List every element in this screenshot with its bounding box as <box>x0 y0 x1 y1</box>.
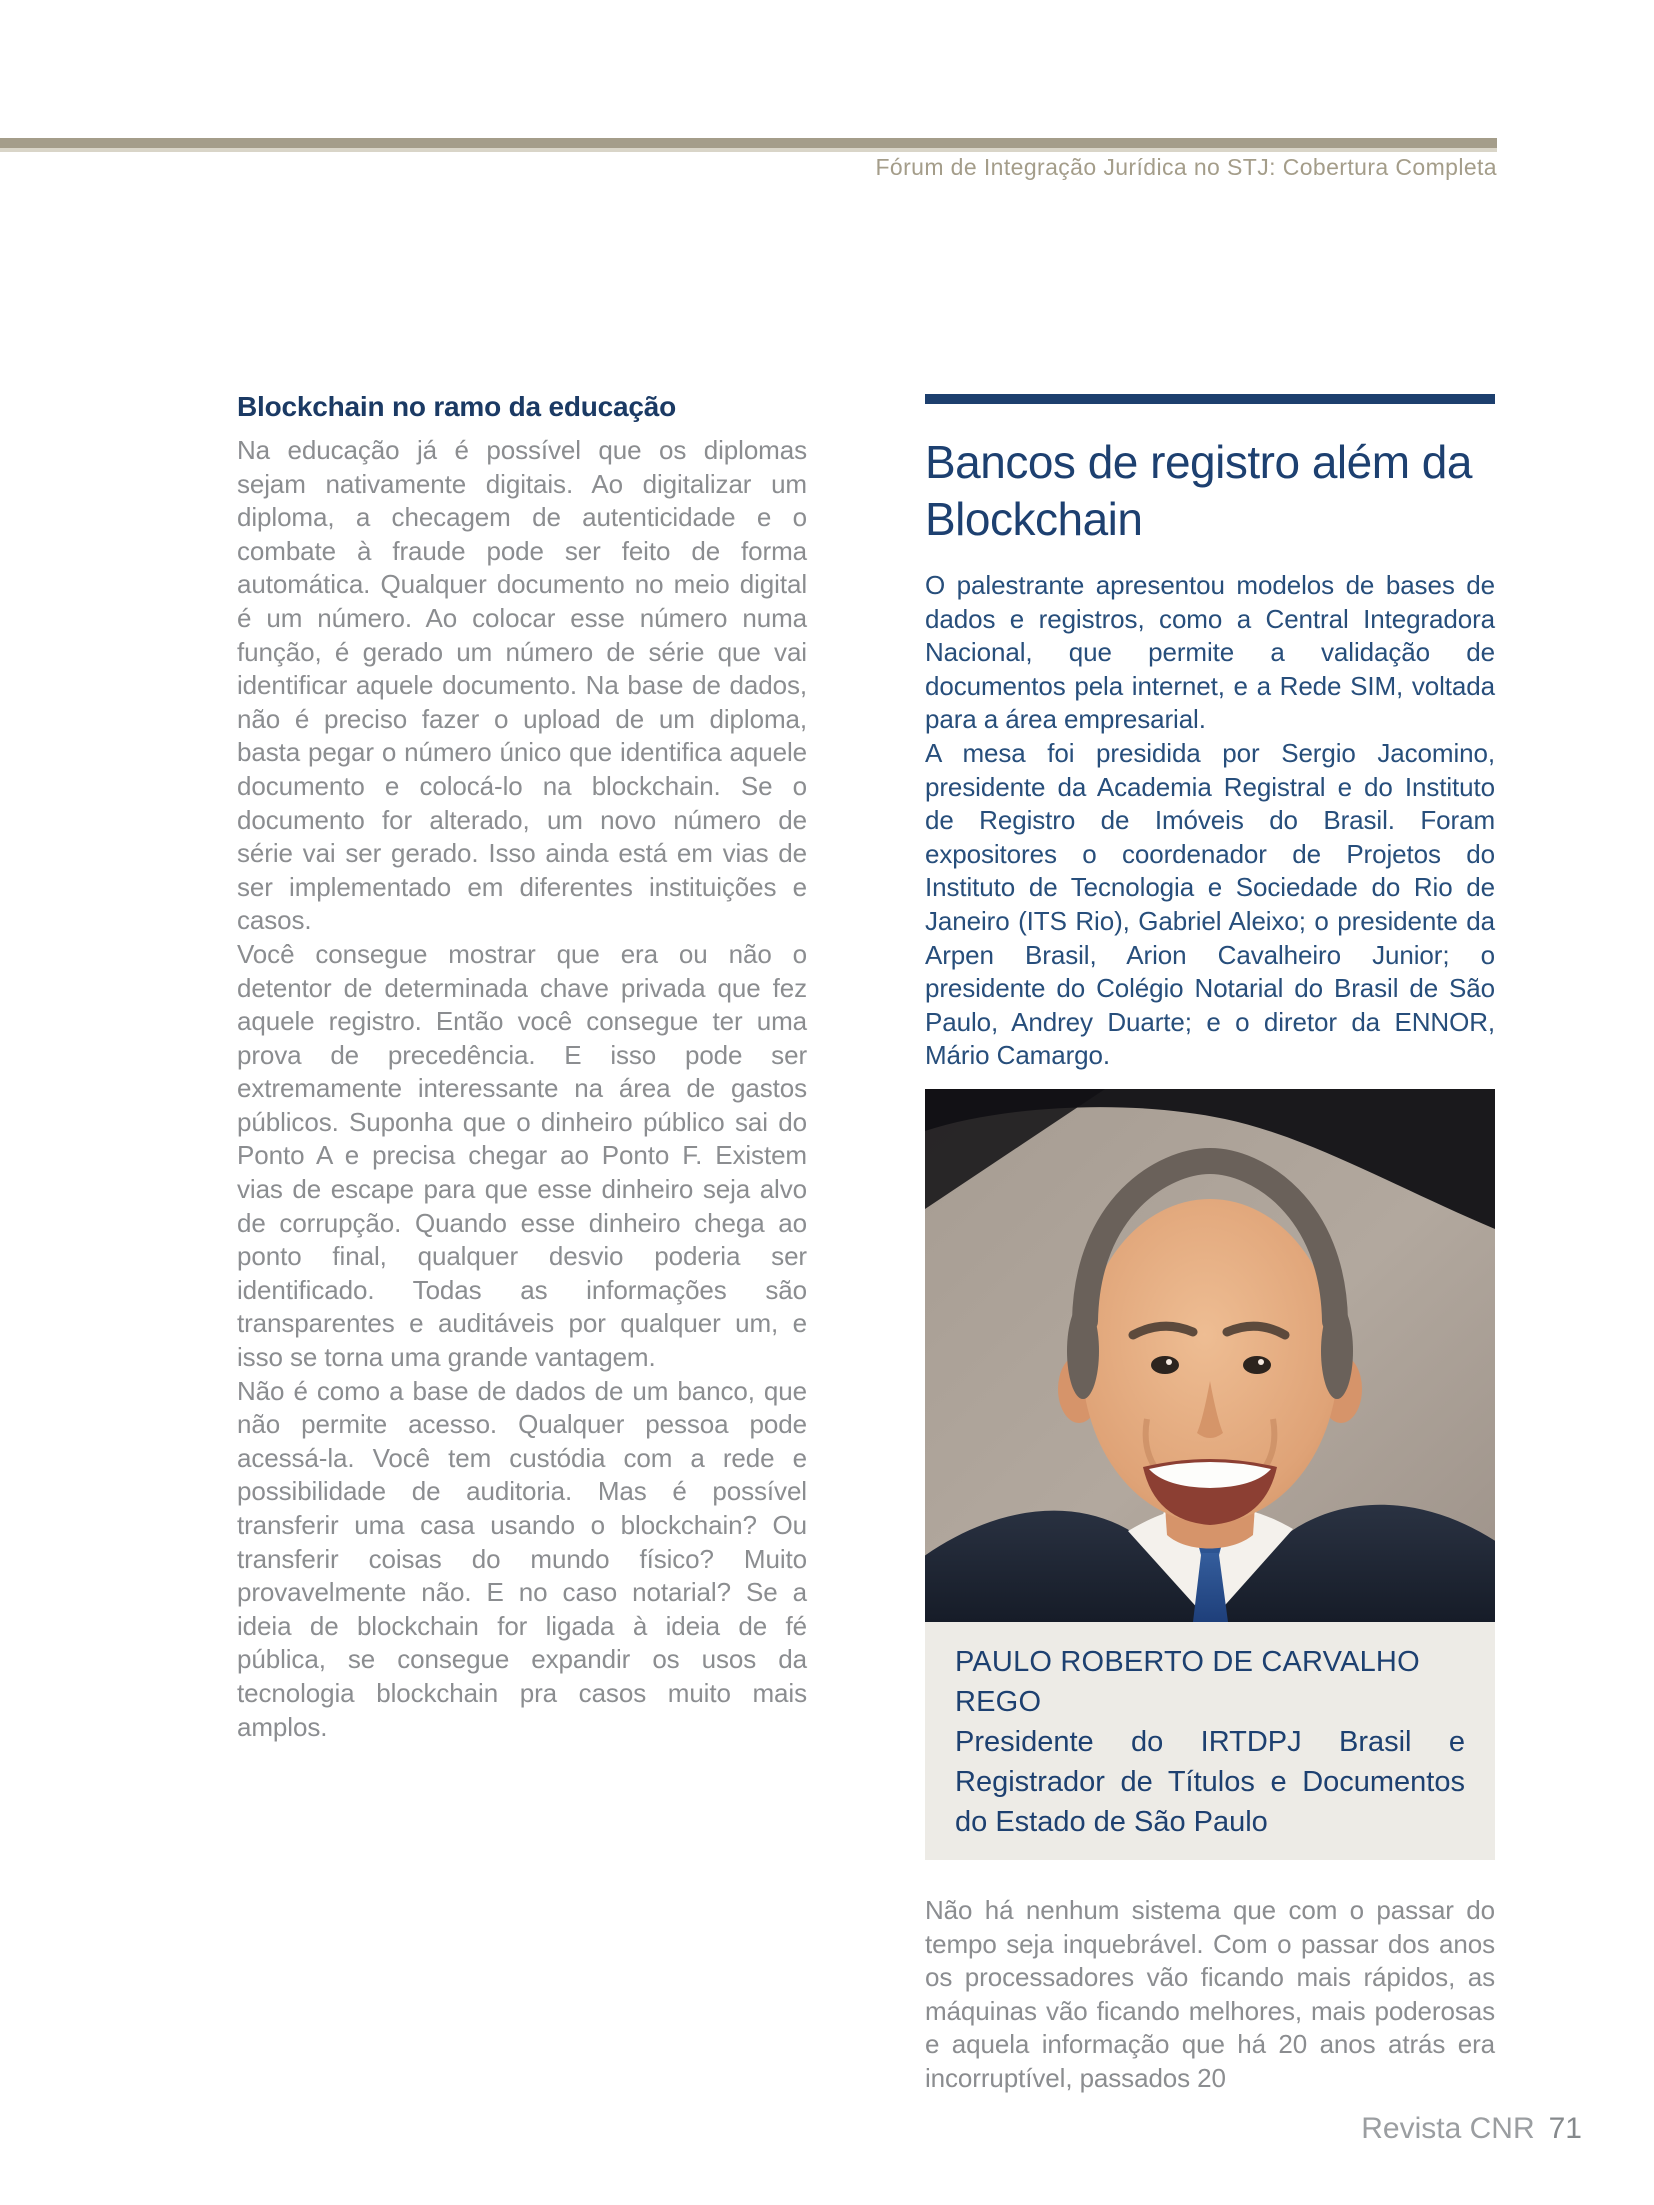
article-title: Bancos de registro além da Blockchain <box>925 436 1472 545</box>
left-column <box>237 390 807 1744</box>
right-column <box>925 394 1495 2095</box>
right-paragraph-1: O palestrante apresentou modelos de bases de dados e registros, como a Central Integradora Nacional, que permite a validação de documentos pela internet, e a Rede SIM, voltada para a área empresarial. <box>925 570 1495 735</box>
left-column-heading: Blockchain no ramo da educação <box>237 391 677 422</box>
hair-side-left <box>1067 1303 1099 1399</box>
hair-side-right <box>1321 1303 1353 1399</box>
caption-speaker-name: PAULO ROBERTO DE CARVALHO REGO <box>955 1645 1420 1718</box>
eye-left <box>1151 1356 1179 1374</box>
eye-right-highlight <box>1258 1359 1264 1365</box>
left-paragraph-3: Não é como a base de dados de um banco, que não permite acesso. Qualquer pessoa pode acessá-la. Você tem custódia com a rede e possibilidade de auditoria. Mas é possível transferir uma casa usando o blockchain? Ou transferir coisas do mundo físico? Muito provavelmente não. E no caso notarial? Se a ideia de blockchain for ligada à ideia de fé pública, se consegue expandir os usos da tecnologia blockchain pra casos muito mais amplos. <box>237 1375 807 1742</box>
article-title-rule <box>925 394 1495 404</box>
page-number: 71 <box>1548 2112 1582 2145</box>
right-paragraph-2: A mesa foi presidida por Sergio Jacomino, presidente da Academia Registral e do Instituto de Registro de Imóveis do Brasil. Foram expositores o coordenador de Projetos do Instituto de Tecnologia e Sociedade do Rio de Janeiro (ITS Rio), Gabriel Aleixo; o presidente da Arpen Brasil, Arion Cavalheiro Junior; o presidente do Colégio Notarial do Brasil de São Paulo, Andrey Duarte; e o diretor da ENNOR, Mário Camargo. <box>925 737 1495 1071</box>
left-paragraph-2: Você consegue mostrar que era ou não o detentor de determinada chave privada que fez aquele registro. Então você consegue ter uma prova de precedência. E isso pode ser extremamente interessante na área de gastos públicos. Suponha que o dinheiro público sai do Ponto A e precisa chegar ao Ponto F. Existem vias de escape para que esse dinheiro seja alvo de corrupção. Quando esse dinheiro chega ao ponto final, qualquer desvio poderia ser identificado. Todas as informações são transparentes e auditáveis por qualquer um, e isso se torna uma grande vantagem. <box>237 938 807 1373</box>
page-footer <box>1361 2112 1582 2146</box>
left-paragraph-1: Na educação já é possível que os diplomas sejam nativamente digitais. Ao digitalizar um diploma, a checagem de autenticidade e o combate à fraude pode ser feito de forma automática. Qualquer documento no meio digital é um número. Ao colocar esse número numa função, é gerado um número de série que vai identificar aquele documento. Na base de dados, não é preciso fazer o upload de um diploma, basta pegar o número único que identifica aquele documento e colocá-lo na blockchain. Se o documento for alterado, um novo número de série vai ser gerado. Isso ainda está em vias de ser implementado em diferentes instituições e casos. <box>237 435 807 936</box>
eye-right <box>1243 1356 1271 1374</box>
magazine-name: Revista CNR <box>1361 2112 1535 2145</box>
header-rule <box>0 138 1497 148</box>
closing-paragraph: Não há nenhum sistema que com o passar do tempo seja inquebrável. Com o passar dos anos os processadores vão ficando mais rápidos, as máquinas vão ficando melhores, mais poderosas e aquela informação que há 20 anos atrás era incorruptível, passados 20 <box>925 1894 1495 2093</box>
caption-speaker-role: Presidente do IRTDPJ Brasil e Registrador de Títulos e Documentos do Estado de São Paulo <box>955 1725 1465 1838</box>
section-header: Fórum de Integração Jurídica no STJ: Cobertura Completa <box>875 154 1497 180</box>
header-rule-shadow <box>0 148 1497 152</box>
photo-caption <box>925 1622 1495 1860</box>
speaker-photo <box>925 1089 1495 1622</box>
eye-left-highlight <box>1166 1359 1172 1365</box>
